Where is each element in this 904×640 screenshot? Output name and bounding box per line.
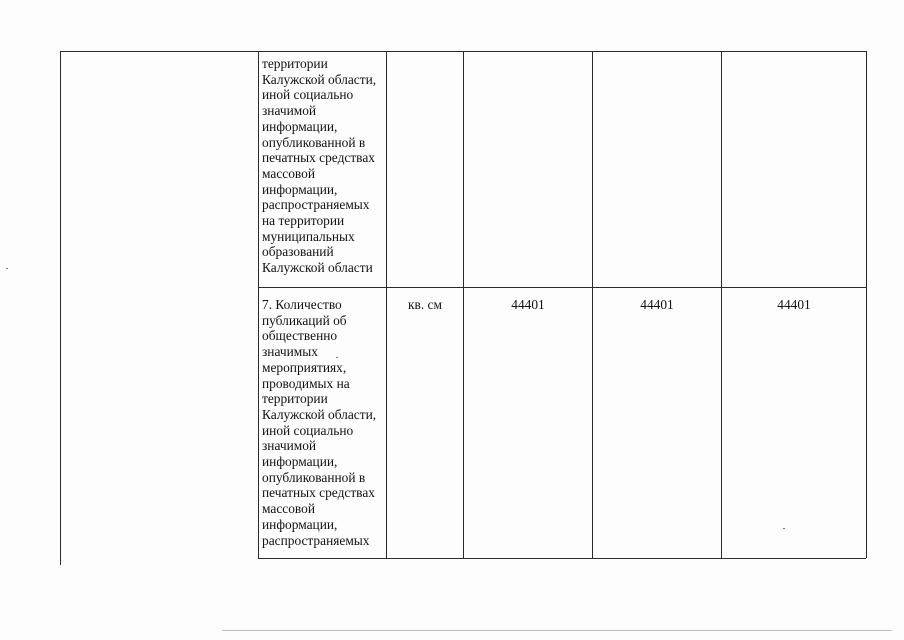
row2-value-2: 44401 [640,297,674,312]
table-bottom-border [258,558,866,559]
row2-value-3: 44401 [777,297,811,312]
scan-speck [6,268,8,269]
row2-description: 7. Количество публикаций об общественно значимых мероприятиях, проводимых на территории Калужской области, иной социально значимой информации, опубликованной в печатных средствах массовой информации, распространяемых [262,297,377,548]
row-divider [258,287,866,288]
row2-unit: кв. см [408,297,442,312]
row2-value-1: 44401 [511,297,545,312]
row1-description: территории Калужской области, иной социально значимой информации, опубликованной в печатных средствах массовой информации, распространяемых на территории муниципальных образований Калужской области [262,56,377,276]
scan-speck [336,357,338,358]
column-divider-1 [258,51,259,558]
footer-rule [222,630,892,631]
table-left-border [60,51,61,565]
table-right-border [866,51,867,558]
scan-speck [783,528,785,529]
